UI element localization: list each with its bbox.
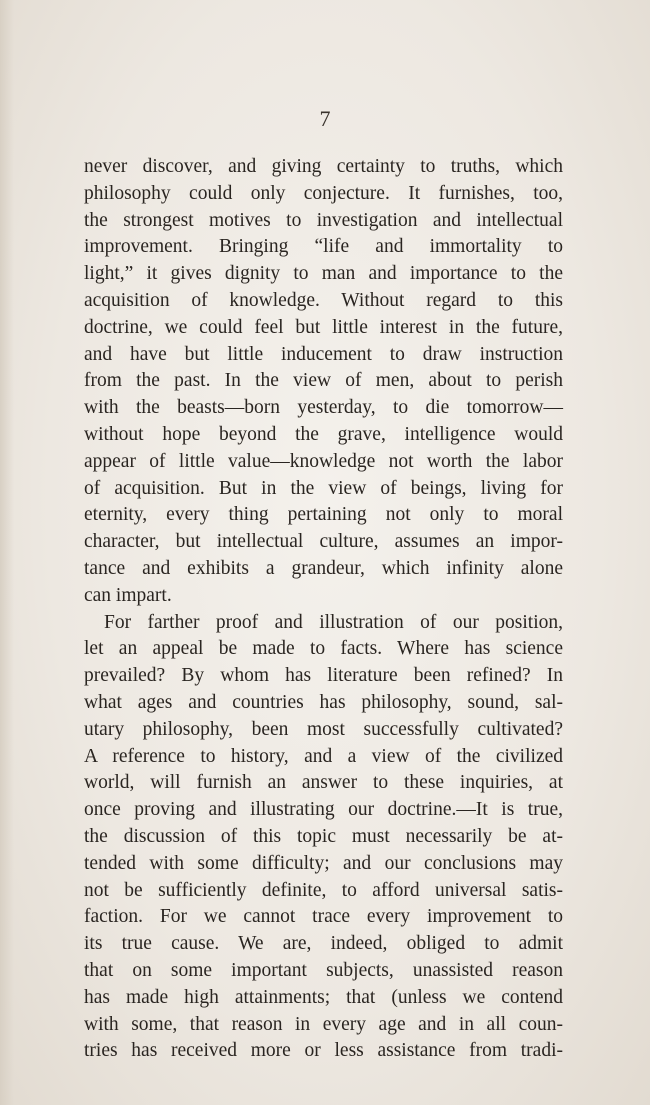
text-line: tance and exhibits a grandeur, which infinity alone xyxy=(84,557,563,579)
paragraph-end-line: can impart. xyxy=(84,584,172,606)
text-line: and have but little inducement to draw instruction xyxy=(84,343,563,365)
paragraph-start-line: For farther proof and illustration of our position, xyxy=(104,611,563,633)
text-line: A reference to history, and a view of the civilized xyxy=(84,745,563,767)
page-edge-shadow xyxy=(0,0,14,1105)
text-line: without hope beyond the grave, intelligence would xyxy=(84,423,563,445)
text-line: improvement. Bringing “life and immortality to xyxy=(84,236,563,258)
text-line: its true cause. We are, indeed, obliged to admit xyxy=(84,933,563,955)
text-line: has made high attainments; that (unless we contend xyxy=(84,986,563,1008)
text-line: eternity, every thing pertaining not only to moral xyxy=(84,504,563,526)
text-line: never discover, and giving certainty to truths, which xyxy=(84,156,563,177)
text-line: character, but intellectual culture, assumes an impor- xyxy=(84,531,563,553)
text-line: once proving and illustrating our doctrine.—It is true, xyxy=(84,799,563,821)
page-number: 7 xyxy=(319,106,331,131)
text-line: the strongest motives to investigation and intellectual xyxy=(84,209,563,231)
text-line: from the past. In the view of men, about to perish xyxy=(84,370,563,392)
text-line: not be sufficiently definite, to afford universal satis- xyxy=(84,879,563,901)
text-line: light,” it gives dignity to man and importance to the xyxy=(84,263,563,285)
text-line: with the beasts—born yesterday, to die tomorrow— xyxy=(84,397,563,419)
text-line: let an appeal be made to facts. Where has science xyxy=(84,638,563,660)
text-line: acquisition of knowledge. Without regard to this xyxy=(84,289,563,311)
text-line: with some, that reason in every age and in all coun- xyxy=(84,1013,563,1035)
text-line: faction. For we cannot trace every improvement to xyxy=(84,906,563,928)
text-line: doctrine, we could feel but little interest in the future, xyxy=(84,316,563,338)
text-line: world, will furnish an answer to these inquiries, at xyxy=(84,772,563,794)
text-line: prevailed? By whom has literature been refined? In xyxy=(84,665,563,687)
text-line: tended with some difficulty; and our conclusions may xyxy=(84,852,563,874)
text-line: what ages and countries has philosophy, sound, sal- xyxy=(84,691,563,713)
text-line: the discussion of this topic must necessarily be at- xyxy=(84,825,563,847)
text-line: of acquisition. But in the view of beings, living for xyxy=(84,477,563,499)
body-text xyxy=(84,154,563,1065)
text-line: philosophy could only conjecture. It furnishes, too, xyxy=(84,182,563,204)
text-line: utary philosophy, been most successfully cultivated? xyxy=(84,718,563,740)
text-line: that on some important subjects, unassisted reason xyxy=(84,959,563,981)
text-line: appear of little value—knowledge not worth the labor xyxy=(84,450,563,472)
text-line: tries has received more or less assistance from tradi- xyxy=(84,1040,563,1062)
